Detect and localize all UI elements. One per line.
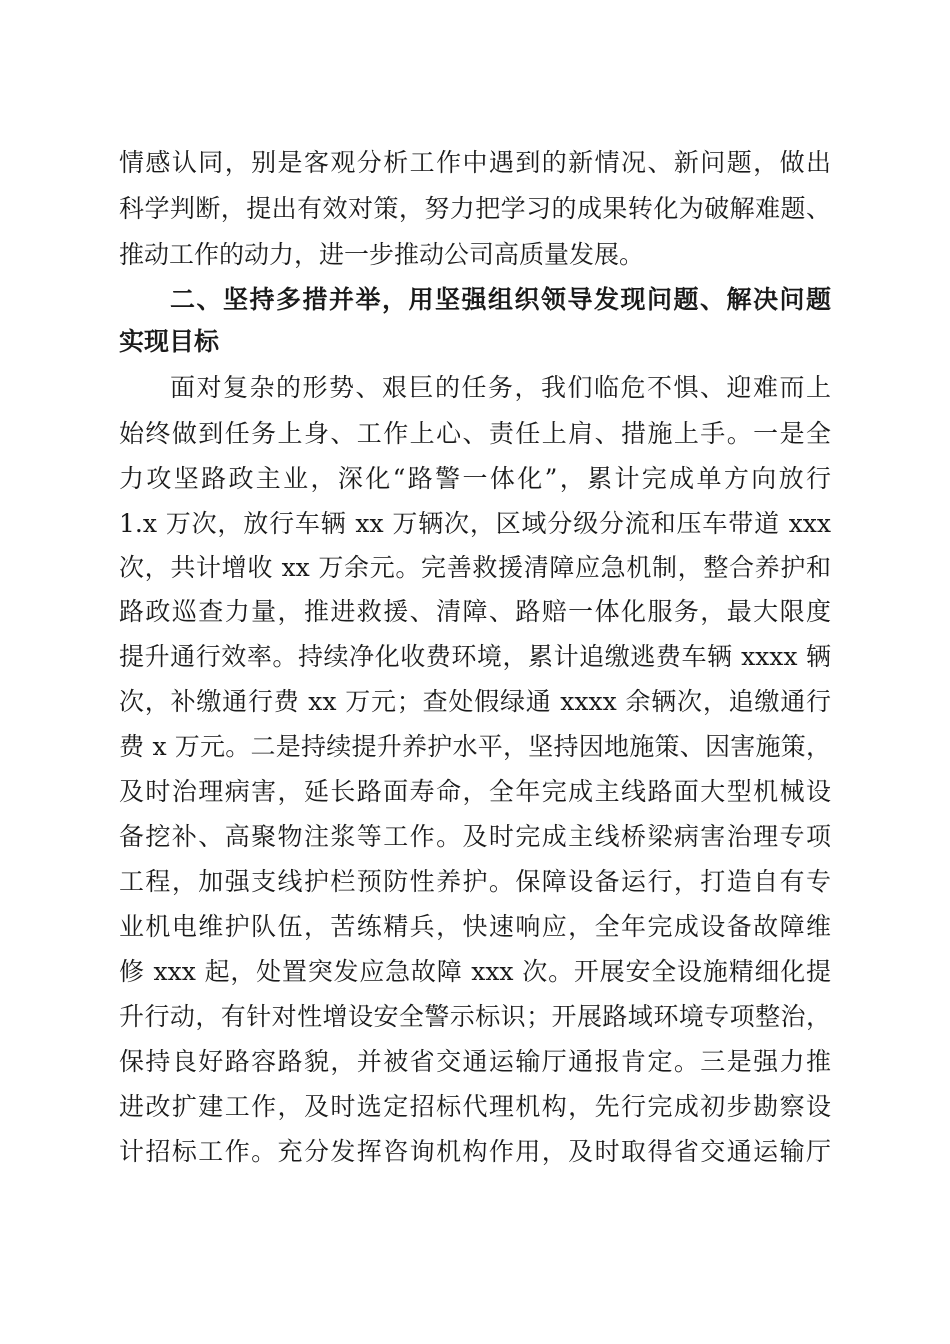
paragraph-2-line-8: 次，补缴通行费 xx 万元；查处假绿通 xxxx 余辆次，追缴通行 xyxy=(119,687,831,716)
paragraph-1-line-1: 情感认同，别是客观分析工作中遇到的新情况、新问题，做出 xyxy=(119,148,831,177)
paragraph-2-line-15: 升行动，有针对性增设安全警示标识；开展路域环境专项整治， xyxy=(119,1002,831,1031)
paragraph-2-line-7: 提升通行效率。持续净化收费环境，累计追缴逃费车辆 xxxx 辆 xyxy=(119,642,831,671)
paragraph-2-line-11: 备挖补、高聚物注浆等工作。及时完成主线桥梁病害治理专项 xyxy=(119,822,831,851)
paragraph-2-line-17: 进改扩建工作，及时选定招标代理机构，先行完成初步勘察设 xyxy=(119,1092,831,1121)
paragraph-2-line-3: 力攻坚路政主业，深化“路警一体化”，累计完成单方向放行 xyxy=(119,464,831,493)
paragraph-2-line-2: 始终做到任务上身、工作上心、责任上肩、措施上手。一是全 xyxy=(119,419,831,448)
paragraph-2-line-12: 工程，加强支线护栏预防性养护。保障设备运行，打造自有专 xyxy=(119,867,831,896)
paragraph-2-line-14: 修 xxx 起，处置突发应急故障 xxx 次。开展安全设施精细化提 xyxy=(119,957,831,986)
paragraph-2-line-6: 路政巡查力量，推进救援、清障、路赔一体化服务，最大限度 xyxy=(119,597,831,626)
paragraph-2-line-13: 业机电维护队伍，苦练精兵，快速响应，全年完成设备故障维 xyxy=(119,912,831,941)
paragraph-2-line-10: 及时治理病害，延长路面寿命，全年完成主线路面大型机械设 xyxy=(119,777,831,806)
paragraph-2-line-16: 保持良好路容路貌，并被省交通运输厅通报肯定。三是强力推 xyxy=(119,1047,831,1076)
paragraph-2-line-4: 1.x 万次，放行车辆 xx 万辆次，区域分级分流和压车带道 xxx xyxy=(119,509,831,538)
paragraph-1-line-3: 推动工作的动力，进一步推动公司高质量发展。 xyxy=(119,240,645,269)
paragraph-2-line-18: 计招标工作。充分发挥咨询机构作用，及时取得省交通运输厅 xyxy=(119,1137,831,1166)
paragraph-1-line-2: 科学判断，提出有效对策，努力把学习的成果转化为破解难题、 xyxy=(119,194,831,223)
section-heading-line-1: 二、坚持多措并举，用坚强组织领导发现问题、解决问题 xyxy=(170,285,831,314)
paragraph-2-line-9: 费 x 万元。二是持续提升养护水平，坚持因地施策、因害施策， xyxy=(119,732,831,761)
paragraph-2-line-1: 面对复杂的形势、艰巨的任务，我们临危不惧、迎难而上 xyxy=(170,373,831,402)
section-heading-line-2: 实现目标 xyxy=(119,327,220,356)
paragraph-2-line-5: 次，共计增收 xx 万余元。完善救援清障应急机制，整合养护和 xyxy=(119,553,831,582)
